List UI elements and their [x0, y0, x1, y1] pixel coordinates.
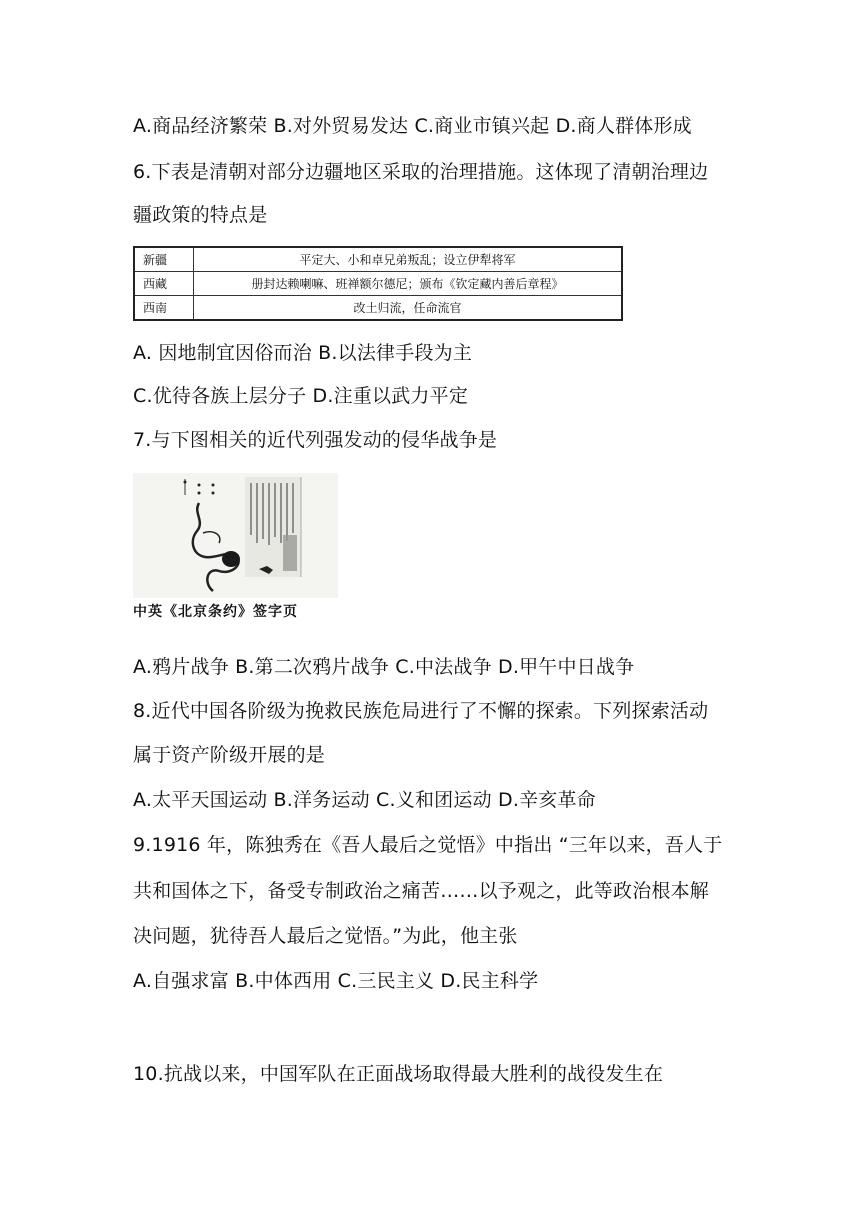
table-cell-region: 新疆	[134, 247, 194, 272]
table-row	[134, 272, 622, 296]
table-row	[134, 247, 622, 272]
table-cell-region: 西南	[134, 296, 194, 321]
q6-table	[133, 246, 623, 321]
q9-stem-line2: 共和国体之下，备受专制政治之痛苦……以予观之，此等政治根本解	[133, 880, 710, 902]
table-cell-measure: 平定大、小和卓兄弟叛乱；设立伊犁将军	[194, 247, 623, 272]
figure-caption: 中英《北京条约》签字页	[133, 604, 298, 620]
q9-stem-line3: 决问题，犹待吾人最后之觉悟。”为此，他主张	[133, 925, 518, 947]
q7-stem: 7.与下图相关的近代列强发动的侵华战争是	[133, 429, 498, 451]
q6-stem-line1: 6.下表是清朝对部分边疆地区采取的治理措施。这体现了清朝治理边	[133, 161, 709, 183]
table-cell-region: 西藏	[134, 272, 194, 296]
q10-stem: 10.抗战以来，中国军队在正面战场取得最大胜利的战役发生在	[133, 1063, 664, 1085]
q6-stem-line2: 疆政策的特点是	[133, 204, 268, 226]
q6-options-line2: C.优待各族上层分子 D.注重以武力平定	[133, 385, 469, 407]
table-cell-measure: 改土归流，任命流官	[194, 296, 623, 321]
q8-options: A.太平天国运动 B.洋务运动 C.义和团运动 D.辛亥革命	[133, 789, 596, 811]
q7-options: A.鸦片战争 B.第二次鸦片战争 C.中法战争 D.甲午中日战争	[133, 656, 635, 678]
q6-options-line1: A. 因地制宜因俗而治 B.以法律手段为主	[133, 342, 473, 364]
q8-stem-line1: 8.近代中国各阶级为挽救民族危局进行了不懈的探索。下列探索活动	[133, 700, 709, 722]
q5-options: A.商品经济繁荣 B.对外贸易发达 C.商业市镇兴起 D.商人群体形成	[133, 115, 692, 137]
table-cell-measure: 册封达赖喇嘛、班禅额尔德尼；颁布《钦定藏内善后章程》	[194, 272, 623, 296]
table-row	[134, 296, 622, 321]
q9-options: A.自强求富 B.中体西用 C.三民主义 D.民主科学	[133, 970, 539, 992]
q9-stem-line1: 9.1916 年，陈独秀在《吾人最后之觉悟》中指出 “三年以来，吾人于	[133, 834, 723, 856]
q8-stem-line2: 属于资产阶级开展的是	[133, 744, 326, 766]
